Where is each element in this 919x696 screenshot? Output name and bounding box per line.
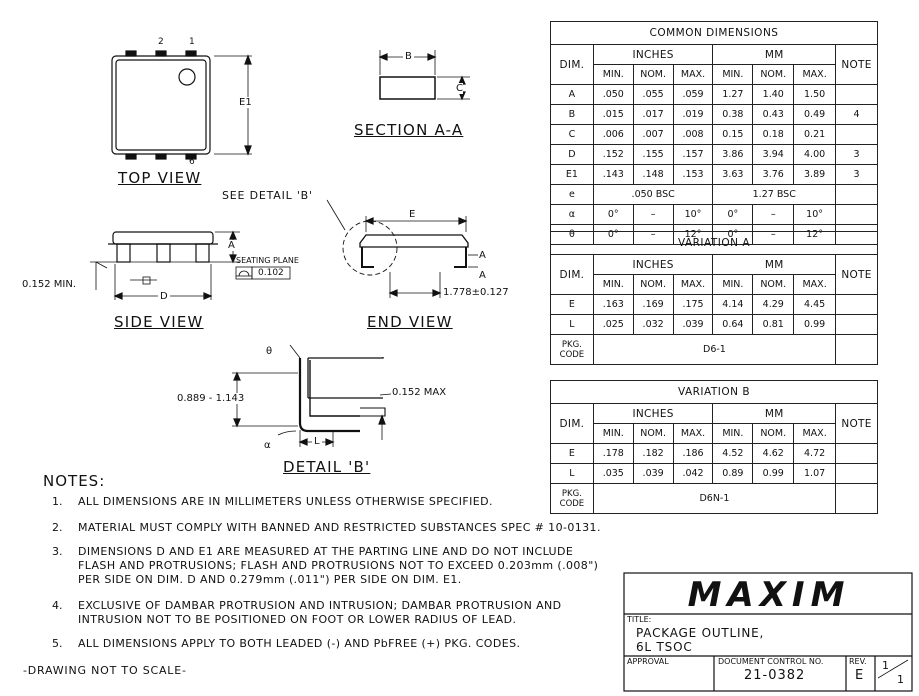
note-number: 1. [52,495,63,508]
top-view-pin2-label: 2 [158,37,164,47]
value-cell: 0° [593,205,633,225]
note-header: NOTE [836,255,878,295]
table-row [551,315,878,335]
value-cell: 3.86 [713,145,753,165]
value-cell: .155 [633,145,673,165]
dim-header: DIM. [551,45,594,85]
value-cell: 3.94 [753,145,794,165]
note-cell: 3 [836,145,878,165]
side-view-title: SIDE VIEW [114,313,204,331]
table-row [551,464,878,484]
note-number: 3. [52,545,63,558]
top-view-pin1-label: 1 [189,37,195,47]
dim-cell: e [551,185,594,205]
value-cell: .157 [673,145,713,165]
title-line-2: 6L TSOC [636,640,693,654]
pkg-code-value: D6N-1 [593,484,835,514]
approval-label: APPROVAL [627,657,669,666]
note-cell [836,205,878,225]
col-nom: NOM. [633,424,673,444]
value-cell: – [633,225,673,245]
note-number: 4. [52,599,63,612]
dim-cell: θ [551,225,594,245]
top-view-title: TOP VIEW [118,169,202,187]
note-line: ALL DIMENSIONS APPLY TO BOTH LEADED (-) AND PbFREE (+) PKG. CODES. [78,637,521,650]
common-title: COMMON DIMENSIONS [551,22,878,45]
value-cell: .039 [673,315,713,335]
note-cell: 4 [836,105,878,125]
dim-cell: E [551,444,594,464]
detail-theta-label: θ [266,346,273,357]
dim-cell: L [551,315,594,335]
col-min: MIN. [593,65,633,85]
value-cell: .143 [593,165,633,185]
rev-value: E [855,668,865,683]
value-cell: 0° [593,225,633,245]
maxim-logo-text: MAXIM [687,578,851,610]
dim-cell: L [551,464,594,484]
doc-control-label: DOCUMENT CONTROL NO. [718,657,824,666]
value-cell: 0.89 [713,464,753,484]
table-row [551,444,878,464]
value-cell: .148 [633,165,673,185]
col-nom: NOM. [633,275,673,295]
dim-header: DIM. [551,404,594,444]
value-cell: .175 [673,295,713,315]
mm-header: MM [713,255,836,275]
value-cell: 3.76 [753,165,794,185]
dim-cell: C [551,125,594,145]
value-cell: .163 [593,295,633,315]
end-view-drawing [327,200,478,298]
inches-header: INCHES [593,255,713,275]
pkg-code-label: PKG. CODE [551,335,594,365]
col-max: MAX. [794,65,836,85]
note-line: MATERIAL MUST COMPLY WITH BANNED AND RESTRICTED SUBSTANCES SPEC # 10-0131. [78,521,601,534]
value-cell: 0.43 [753,105,794,125]
detail-range-label: 0.889 - 1.143 [177,393,245,404]
note-line: ALL DIMENSIONS ARE IN MILLIMETERS UNLESS OTHERWISE SPECIFIED. [78,495,493,508]
variation-a-table [550,231,878,365]
value-cell: .050 [593,85,633,105]
note-line: DIMENSIONS D AND E1 ARE MEASURED AT THE PARTING LINE AND DO NOT INCLUDE [78,545,574,558]
col-max: MAX. [673,424,713,444]
note-cell [836,85,878,105]
value-cell: 1.50 [794,85,836,105]
value-cell: .025 [593,315,633,335]
value-cell: .055 [633,85,673,105]
value-cell: 0.21 [794,125,836,145]
value-cell: 4.52 [713,444,753,464]
col-max: MAX. [794,424,836,444]
value-cell: 0.49 [794,105,836,125]
value-cell: 1.07 [794,464,836,484]
value-cell: .152 [593,145,633,165]
end-view-a-label-bottom: A [479,270,486,281]
value-cell: 0.99 [794,315,836,335]
detail-l-label: L [314,436,320,447]
inches-header: INCHES [593,404,713,424]
dim-cell: E1 [551,165,594,185]
value-cell: .007 [633,125,673,145]
detail-alpha-label: α [264,440,271,451]
value-cell: .008 [673,125,713,145]
value-cell: .059 [673,85,713,105]
value-cell: – [753,225,794,245]
value-cell: 0.81 [753,315,794,335]
top-view-e1-label: E1 [239,97,252,108]
variation-b-table [550,380,878,514]
table-row [551,295,878,315]
value-cell: 10° [794,205,836,225]
value-cell: 12° [794,225,836,245]
table-row [551,105,878,125]
value-cell: 4.29 [753,295,794,315]
value-cell: 0.99 [753,464,794,484]
value-cell: .178 [593,444,633,464]
note-header: NOTE [836,404,878,444]
seating-plane-label: SEATING PLANE [236,256,299,265]
detail-b-drawing [232,345,391,447]
table-row [551,205,878,225]
title-line-1: PACKAGE OUTLINE, [636,626,765,640]
detail-max-label: 0.152 MAX [392,387,447,398]
value-cell: .182 [633,444,673,464]
value-cell: .006 [593,125,633,145]
note-cell: 3 [836,165,878,185]
end-view-dim-label: 1.778±0.127 [443,287,509,298]
notes-title: NOTES: [43,472,106,490]
top-view-pin6-label: 6 [189,157,195,167]
variation-a-title: VARIATION A [551,232,878,255]
table-row [551,85,878,105]
dim-cell: B [551,105,594,125]
value-cell: 12° [673,225,713,245]
col-min: MIN. [713,65,753,85]
dim-cell: D [551,145,594,165]
value-cell: – [753,205,794,225]
value-cell: .019 [673,105,713,125]
note-line: PER SIDE ON DIM. D AND 0.279mm (.011") PER SIDE ON DIM. E1. [78,573,462,586]
value-cell: .035 [593,464,633,484]
table-row [551,125,878,145]
dim-cell: E [551,295,594,315]
note-cell [836,125,878,145]
doc-control-number: 21-0382 [744,668,806,683]
table-row [551,185,878,205]
top-view-drawing [112,51,252,159]
inches-header: INCHES [593,45,713,65]
value-cell: 1.27 [713,85,753,105]
value-cell: 1.40 [753,85,794,105]
col-nom: NOM. [753,424,794,444]
note-number: 2. [52,521,63,534]
value-cell: 0.64 [713,315,753,335]
mm-header: MM [713,404,836,424]
rev-label: REV. [849,657,867,666]
table-row [551,145,878,165]
col-nom: NOM. [753,275,794,295]
value-cell: .169 [633,295,673,315]
value-cell: 4.00 [794,145,836,165]
table-row [551,165,878,185]
sheet-top: 1 [882,659,889,672]
value-cell: .153 [673,165,713,185]
col-max: MAX. [673,275,713,295]
pkg-code-value: D6-1 [593,335,835,365]
see-detail-b-label: SEE DETAIL 'B' [222,189,313,202]
note-number: 5. [52,637,63,650]
value-cell: 1.27 BSC [713,185,836,205]
end-view-e-label: E [409,209,416,220]
value-cell: 3.63 [713,165,753,185]
value-cell: – [633,205,673,225]
col-max: MAX. [673,65,713,85]
mm-header: MM [713,45,836,65]
side-view-a-label: A [228,240,235,251]
value-cell: 0° [713,205,753,225]
value-cell: 0.15 [713,125,753,145]
col-min: MIN. [593,275,633,295]
value-cell: 0° [713,225,753,245]
value-cell: .186 [673,444,713,464]
value-cell: .042 [673,464,713,484]
value-cell: .050 BSC [593,185,713,205]
pkg-code-label: PKG. CODE [551,484,594,514]
note-line: INTRUSION NOT TO BE POSITIONED ON FOOT OR LOWER RADIUS OF LEAD. [78,613,517,626]
value-cell: 3.89 [794,165,836,185]
col-min: MIN. [713,275,753,295]
value-cell: .032 [633,315,673,335]
col-min: MIN. [593,424,633,444]
value-cell: 4.14 [713,295,753,315]
flatness-value: 0.102 [258,268,284,278]
side-view-min-label: 0.152 MIN. [22,279,77,290]
note-line: EXCLUSIVE OF DAMBAR PROTRUSION AND INTRUSION; DAMBAR PROTRUSION AND [78,599,562,612]
side-view-drawing [90,232,290,300]
sheet-bottom: 1 [897,673,904,686]
section-c-label: C [456,83,463,94]
note-header: NOTE [836,45,878,85]
dim-cell: A [551,85,594,105]
title-label: TITLE: [627,615,652,624]
value-cell: 10° [673,205,713,225]
note-line: FLASH AND PROTRUSIONS; FLASH AND PROTRUSIONS NOT TO EXCEED 0.203mm (.008") [78,559,599,572]
value-cell: 4.72 [794,444,836,464]
side-view-d-label: D [160,291,168,302]
col-max: MAX. [794,275,836,295]
section-a-a-title: SECTION A-A [354,121,464,139]
col-nom: NOM. [633,65,673,85]
value-cell: 0.38 [713,105,753,125]
maxim-logo [655,578,883,610]
section-b-label: B [405,51,412,62]
value-cell: 4.62 [753,444,794,464]
variation-b-title: VARIATION B [551,381,878,404]
common-dimensions-table [550,21,878,245]
dim-cell: α [551,205,594,225]
value-cell: .015 [593,105,633,125]
end-view-title: END VIEW [367,313,453,331]
value-cell: .039 [633,464,673,484]
value-cell: 0.18 [753,125,794,145]
value-cell: .017 [633,105,673,125]
end-view-a-label-top: A [479,250,486,261]
col-nom: NOM. [753,65,794,85]
value-cell: 4.45 [794,295,836,315]
dim-header: DIM. [551,255,594,295]
col-min: MIN. [713,424,753,444]
detail-b-title: DETAIL 'B' [283,458,371,476]
not-to-scale-label: -DRAWING NOT TO SCALE- [23,664,187,677]
